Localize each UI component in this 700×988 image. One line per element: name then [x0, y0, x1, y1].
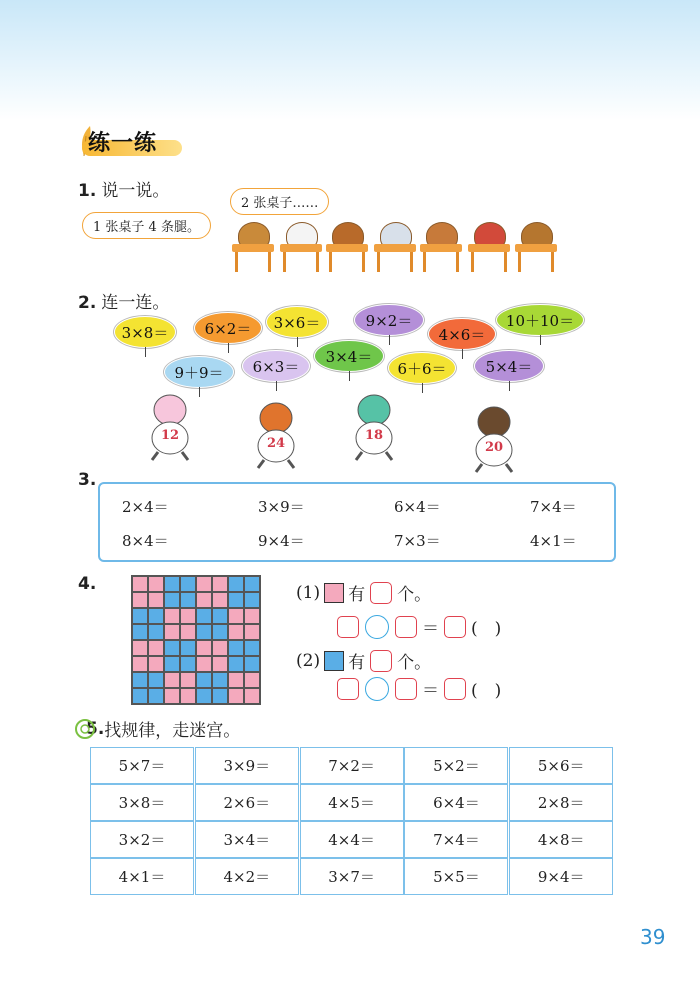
- grid-cell: [180, 608, 196, 624]
- q3-r1-c1: 2×4＝: [122, 498, 169, 516]
- maze-cell[interactable]: 4×1＝: [90, 858, 194, 895]
- grid-cell: [180, 576, 196, 592]
- equals-sign: ＝: [422, 619, 439, 639]
- maze-cell[interactable]: 4×2＝: [195, 858, 299, 895]
- speech-bubble-top: 2 张桌子……: [230, 188, 329, 215]
- desk: [232, 244, 274, 274]
- grid-cell: [196, 592, 212, 608]
- maze-cell[interactable]: 5×6＝: [509, 747, 613, 784]
- page-number: 39: [640, 925, 666, 949]
- grid-cell: [180, 592, 196, 608]
- q2-text: 连一连。: [101, 293, 170, 313]
- grid-cell: [244, 672, 260, 688]
- maze-cell[interactable]: 3×8＝: [90, 784, 194, 821]
- q3-r2-c2: 9×4＝: [258, 532, 305, 550]
- maze-cell[interactable]: 4×5＝: [300, 784, 404, 821]
- expression-balloon[interactable]: 9×2＝: [354, 304, 424, 336]
- grid-cell: [132, 640, 148, 656]
- grid-cell: [244, 640, 260, 656]
- answer-box[interactable]: [337, 678, 359, 700]
- maze-cell[interactable]: 9×4＝: [509, 858, 613, 895]
- grid-cell: [132, 608, 148, 624]
- q4-part1-line: [296, 580, 431, 605]
- desk: [420, 244, 462, 274]
- q3-r2-c1: 8×4＝: [122, 532, 169, 550]
- answer-box[interactable]: [337, 616, 359, 638]
- q1-text: 说一说。: [101, 181, 170, 201]
- grid-cell: [164, 672, 180, 688]
- expression-balloon[interactable]: 5×4＝: [474, 350, 544, 382]
- q1-heading: [78, 176, 169, 201]
- maze-grid: [90, 747, 614, 895]
- grid-cell: [212, 640, 228, 656]
- grid-cell: [212, 608, 228, 624]
- equals-sign: ＝: [422, 681, 439, 701]
- grid-cell: [228, 688, 244, 704]
- blue-square-icon: [324, 651, 344, 671]
- maze-cell[interactable]: 4×8＝: [509, 821, 613, 858]
- q4-part1-unit: 个。: [397, 585, 432, 605]
- grid-cell: [180, 688, 196, 704]
- q3-number: 3.: [78, 470, 97, 490]
- grid-cell: [228, 624, 244, 640]
- maze-cell[interactable]: 3×4＝: [195, 821, 299, 858]
- maze-cell[interactable]: 3×9＝: [195, 747, 299, 784]
- q4-part1-has: 有: [348, 585, 366, 605]
- grid-cell: [196, 656, 212, 672]
- q5-number: 5.: [86, 718, 105, 739]
- grid-cell: [164, 688, 180, 704]
- character-number: 24: [266, 436, 286, 451]
- grid-cell: [132, 656, 148, 672]
- expression-balloon[interactable]: 6＋6＝: [388, 352, 456, 384]
- maze-cell[interactable]: 5×7＝: [90, 747, 194, 784]
- grid-cell: [212, 672, 228, 688]
- character-number: 12: [160, 428, 180, 443]
- grid-cell: [180, 656, 196, 672]
- grid-cell: [148, 656, 164, 672]
- color-grid: [131, 575, 261, 705]
- answer-box[interactable]: [395, 678, 417, 700]
- page-title: 练一练: [88, 131, 158, 156]
- q5-text: 找规律，走迷宫。: [104, 721, 241, 741]
- expression-balloon[interactable]: 9＋9＝: [164, 356, 234, 388]
- speech-bubble-left: 1 张桌子 4 条腿。: [82, 212, 211, 239]
- grid-cell: [244, 592, 260, 608]
- grid-cell: [212, 576, 228, 592]
- grid-cell: [244, 624, 260, 640]
- maze-cell[interactable]: 7×4＝: [404, 821, 508, 858]
- grid-cell: [148, 608, 164, 624]
- grid-cell: [148, 592, 164, 608]
- grid-cell: [228, 576, 244, 592]
- operator-circle[interactable]: [365, 677, 389, 701]
- q3-r1-c4: 7×4＝: [530, 498, 577, 516]
- q3-r2-c4: 4×1＝: [530, 532, 577, 550]
- grid-cell: [148, 688, 164, 704]
- grid-cell: [196, 640, 212, 656]
- grid-cell: [196, 608, 212, 624]
- grid-cell: [228, 672, 244, 688]
- grid-cell: [196, 672, 212, 688]
- expression-balloon[interactable]: 3×8＝: [114, 316, 176, 348]
- cat-character: [342, 388, 406, 462]
- grid-cell: [148, 672, 164, 688]
- hedgehog-character: [462, 400, 526, 474]
- maze-cell[interactable]: 5×5＝: [404, 858, 508, 895]
- expression-balloon[interactable]: 3×6＝: [266, 306, 328, 338]
- desk: [515, 244, 557, 274]
- answer-box[interactable]: [395, 616, 417, 638]
- top-gradient-band: [0, 0, 700, 120]
- expression-balloon[interactable]: 6×3＝: [242, 350, 310, 382]
- grid-cell: [212, 624, 228, 640]
- grid-cell: [244, 656, 260, 672]
- expression-balloon[interactable]: 10＋10＝: [496, 304, 584, 336]
- q5-heading: [74, 716, 240, 741]
- grid-cell: [212, 688, 228, 704]
- grid-cell: [196, 576, 212, 592]
- answer-box[interactable]: [444, 616, 466, 638]
- grid-cell: [228, 640, 244, 656]
- grid-cell: [164, 656, 180, 672]
- grid-cell: [244, 576, 260, 592]
- squirrel-character: [244, 396, 308, 470]
- grid-cell: [132, 592, 148, 608]
- grid-cell: [196, 688, 212, 704]
- q1-number: 1.: [78, 181, 97, 201]
- expression-balloon[interactable]: 6×2＝: [194, 312, 262, 344]
- maze-cell[interactable]: 3×7＝: [300, 858, 404, 895]
- grid-cell: [148, 640, 164, 656]
- q4-part2-line: [296, 648, 431, 673]
- grid-cell: [132, 576, 148, 592]
- grid-cell: [148, 576, 164, 592]
- q3-r1-c2: 3×9＝: [258, 498, 305, 516]
- grid-cell: [164, 576, 180, 592]
- maze-cell[interactable]: 2×6＝: [195, 784, 299, 821]
- q4-part2-has: 有: [348, 653, 366, 673]
- maze-snail-icon: [74, 718, 96, 740]
- grid-cell: [212, 656, 228, 672]
- q3-r1-c3: 6×4＝: [394, 498, 441, 516]
- character-number: 20: [484, 440, 504, 455]
- maze-cell[interactable]: 5×2＝: [404, 747, 508, 784]
- expression-balloon[interactable]: 3×4＝: [314, 340, 384, 372]
- q4-number: 4.: [78, 574, 97, 594]
- maze-cell[interactable]: 2×8＝: [509, 784, 613, 821]
- operator-circle[interactable]: [365, 615, 389, 639]
- q3-scroll-panel: [98, 482, 616, 562]
- q3-r2-c3: 7×3＝: [394, 532, 441, 550]
- grid-cell: [180, 624, 196, 640]
- maze-cell[interactable]: 3×2＝: [90, 821, 194, 858]
- desk: [468, 244, 510, 274]
- unit-paren: ( ): [471, 619, 502, 639]
- grid-cell: [180, 640, 196, 656]
- grid-cell: [228, 592, 244, 608]
- desk: [374, 244, 416, 274]
- expression-balloon[interactable]: 4×6＝: [428, 318, 496, 350]
- character-number: 18: [364, 428, 384, 443]
- grid-cell: [132, 624, 148, 640]
- grid-cell: [212, 592, 228, 608]
- maze-cell[interactable]: 6×4＝: [404, 784, 508, 821]
- grid-cell: [196, 624, 212, 640]
- section-title: [72, 124, 182, 160]
- q4-part2-unit: 个。: [397, 653, 432, 673]
- answer-box[interactable]: [370, 582, 392, 604]
- grid-cell: [132, 672, 148, 688]
- desk: [326, 244, 368, 274]
- answer-box[interactable]: [370, 650, 392, 672]
- unit-paren: ( ): [471, 681, 502, 701]
- q2-number: 2.: [78, 293, 97, 313]
- grid-cell: [164, 640, 180, 656]
- q2-heading: [78, 288, 169, 313]
- q4-part1-label: (1): [296, 582, 321, 603]
- grid-cell: [164, 608, 180, 624]
- grid-cell: [132, 688, 148, 704]
- grid-cell: [228, 656, 244, 672]
- q4-part2-label: (2): [296, 650, 321, 671]
- grid-cell: [164, 624, 180, 640]
- q4-part1-equation: [336, 614, 501, 639]
- desk: [280, 244, 322, 274]
- grid-cell: [244, 608, 260, 624]
- pink-square-icon: [324, 583, 344, 603]
- q4-part2-equation: [336, 676, 501, 701]
- maze-cell[interactable]: 7×2＝: [300, 747, 404, 784]
- grid-cell: [164, 592, 180, 608]
- answer-box[interactable]: [444, 678, 466, 700]
- grid-cell: [148, 624, 164, 640]
- grid-cell: [180, 672, 196, 688]
- rabbit-character: [138, 388, 202, 462]
- grid-cell: [244, 688, 260, 704]
- maze-cell[interactable]: 4×4＝: [300, 821, 404, 858]
- grid-cell: [228, 608, 244, 624]
